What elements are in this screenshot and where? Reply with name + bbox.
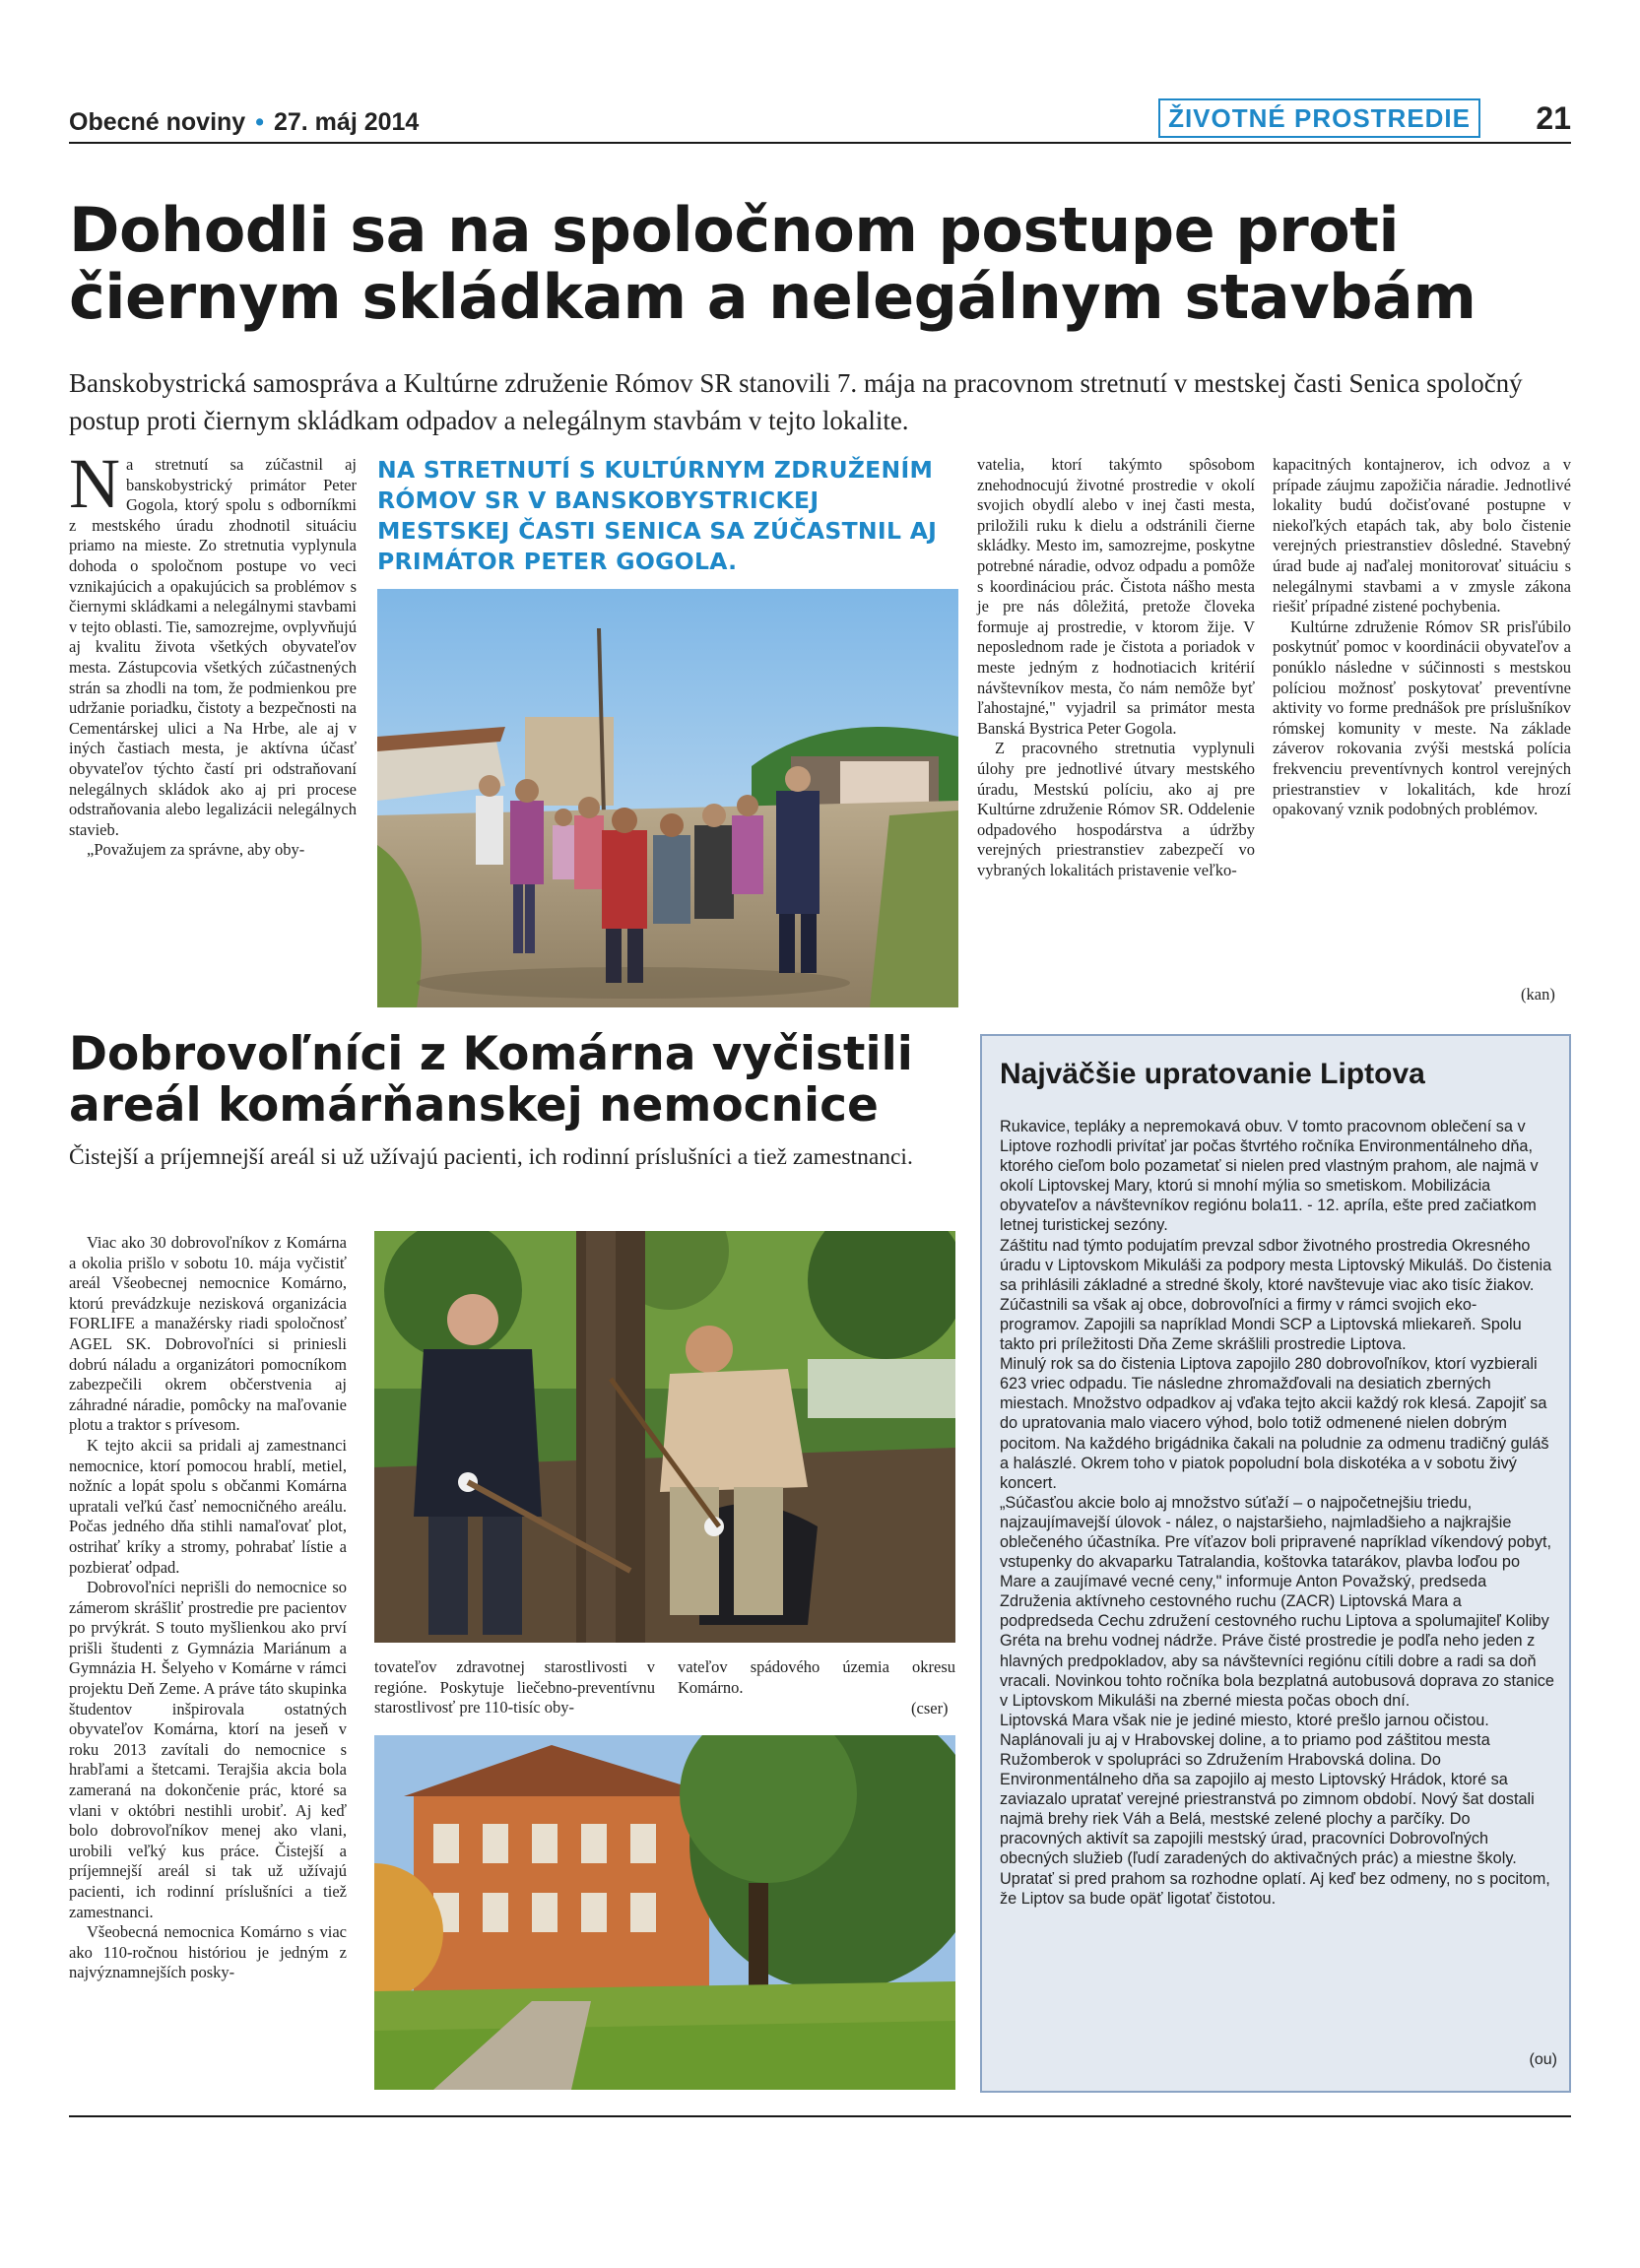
sidebar-paragraph: Upratať si pred prahom sa rozhodne oplatí. Aj keď bez odmeny, no s pocitom, že Liptov sa bude opäť ligotať čistotou.: [1000, 1869, 1550, 1908]
publication-name: Obecné noviny: [69, 108, 246, 136]
article1-paragraph: „Považujem za správne, aby oby-: [87, 840, 305, 860]
sidebar-paragraph: „Súčasťou akcie bolo aj množstvo súťaží – o najpočetnejšiu triedu, najzaujímavejší úlovok - nález, o najstaršieho, najmladšieho a najkrajšie oblečeného účastníka. Pre víťazov boli pripravené napríklad víkendový pobyt, vstupenky do akvaparku Tatralandia, koštovka tatarákov, plavba loďou po Mare a zaujímavé vecné ceny," informuje Anton Považský, predseda Združenia aktívneho cestovného ruchu (ZACR) Liptovská Mara a podpredseda Cechu združení cestovného ruchu Liptova a spolumajiteľ Koliby Gréta na brehu vodnej nádrže. Práve čisté prostredie je podľa neho jeden z hlavných predpokladov, aby sa návštevníci regiónu cítili dobre a radi sa doň vracali. Novinkou tohto ročníka bola bezplatná autobusová doprava zo stanice v Liptovskom Mikuláši na zberné miesta počas oboch dní.: [1000, 1493, 1554, 1710]
article2-paragraph: tovateľov zdravotnej starostlivosti v regióne. Poskytuje liečebno-preventívnu starostlivosť pre 110-tisíc oby-: [374, 1657, 655, 1717]
article2-paragraph: vateľov spádového územia okresu Komárno.: [678, 1657, 955, 1697]
issue-date: 27. máj 2014: [273, 108, 420, 136]
article1-paragraph: Na stretnutí sa zúčastnil aj banskobystrický primátor Peter Gogola, ktorý spolu s odborníkmi z mestského úradu zhodnotil situáciu priamo na mieste. Zo stretnutia vyplynula dohoda o spoločnom postupe vo veci vznikajúcich a opakujúcich sa problémov s čiernymi skládkami a nelegálnymi stavbami v tejto oblasti. Tie, samozrejme, ovplyvňujú aj kvalitu života všetkých obyvateľov mesta. Zástupcovia všetkých zúčastnených strán sa zhodli na tom, že podmienkou pre udržanie poriadku, čistoty a bezpečnosti na Cementárskej ulici a Na Hrbe, ale aj v iných častiach mesta, je aktívna účasť obyvateľov týchto častí pri odstraňovaní nelegálnych skládok ako aj pri procese odstraňovania alebo legalizácii nelegálnych stavieb.: [69, 444, 357, 839]
sidebar-paragraph: Liptovská Mara však nie je jediné miesto, ktoré prešlo jarnou očistou. Naplánovali ju aj v Hrabovskej doline, a to priamo pod záštitou mesta Ružomberok v spolupráci so Združením Hrabovská dolina. Do Environmentálneho dňa sa zapojilo aj mesto Liptovský Hrádok, ktoré sa zaviazalo upratať verejné priestranstvá po zimnom období. Nový šat dostali najmä brehy riek Váh a Belá, mestské zelené plochy a parčíky. Do pracovných aktivít sa zapojili mestský úrad, pracovníci Dobrovoľných obecných služieb (ľudí zaradených do aktivačných prác) a miestne školy.: [1000, 1711, 1535, 1868]
sidebar-box: [980, 1034, 1571, 2093]
article1-column-4: [1273, 455, 1571, 820]
drop-cap: N: [69, 444, 120, 523]
article1-signature: (kan): [1521, 985, 1555, 1004]
sidebar-paragraph: Záštitu nad týmto podujatím prevzal sdbor životného prostredia Okresného úradu v Liptovskom Mikuláši za podpory mesta Liptovský Mikuláš. Do čistenia sa prihlásili základné a stredné školy, ktoré navštevuje viac ako tisíc žiakov. Zúčastnili sa však aj obce, dobrovoľníci a firmy v rámci svojich eko-programov. Zapojili sa napríklad Mondi SCP a Liptovská mliekareň. Spolu takto pri príležitosti Dňa Zeme skrášlili prostredie Liptova.: [1000, 1236, 1552, 1354]
article2-signature: (cser): [911, 1699, 949, 1717]
article2-headline: Dobrovoľníci z Komárna vyčistili areál komárňanskej nemocnice: [69, 1027, 913, 1133]
article2-column-1: [69, 1233, 347, 1983]
sidebar-body: [1000, 1117, 1556, 1909]
article1-paragraph: Z pracovného stretnutia vyplynuli úlohy pre jednotlivé útvary mestského úradu, Mestskú políciu, ako aj pre Kultúrne združenie Rómov SR. Oddelenie odpadového hospodárstva a údržby verejných priestranstiev zabezpečí vo vybraných lokalitách pristavenie veľko-: [977, 739, 1255, 879]
article2-photo-hospital: [374, 1735, 955, 2090]
article2-paragraph: Všeobecná nemocnica Komárno s viac ako 110-ročnou históriou je jedným z najvýznamnejších posky-: [69, 1922, 347, 1982]
page-header: [69, 98, 1571, 144]
article1-paragraph: vatelia, ktorí takýmto spôsobom znehodnocujú životné prostredie v okolí svojich obydlí alebo v inej časti mesta, priložili ruku k dielu a odstránili čierne skládky. Mesto im, samozrejme, poskytne potrebné náradie, odvoz odpadu a pomôže s koordináciou prác. Čistota nášho mesta je pre nás dôležitá, pretože človeka formuje aj prostredie, v ktorom žije. V neposlednom rade je čistota a poriadok v meste jedným z hodnotiacich kritérií návštevníkov mesta, čo nám nemôže byť ľahostajné," vyjadril sa primátor mesta Banská Bystrica Peter Gogola.: [977, 455, 1255, 738]
sidebar-title: Najväčšie upratovanie Liptova: [1000, 1058, 1425, 1090]
article2-photo-volunteers: [374, 1231, 955, 1643]
article2-column-3: [678, 1657, 955, 1698]
article1-column-3: [977, 455, 1255, 880]
section-label: ŽIVOTNÉ PROSTREDIE: [1158, 98, 1480, 138]
article2-column-2: [374, 1657, 655, 1718]
separator-dot: •: [255, 108, 264, 136]
article1-paragraph: kapacitných kontajnerov, ich odvoz a v prípade záujmu zapožičia náradie. Jednotlivé lokality budú dočisťované postupne v niekoľkých etapách tak, aby bolo čistenie verejných priestranstiev dôsledné. Stavebný úrad bude aj naďalej monitorovať situáciu s nelegálnymi stavbami a v zmysle zákona riešiť prípadné zistené pochybenia.: [1273, 455, 1571, 616]
publication-dateline: [69, 108, 419, 137]
article2-paragraph: Dobrovoľníci neprišli do nemocnice so zámerom skrášliť prostredie pre pacientov po prvýkrát. S touto myšlienkou ako prví prišli študenti z Gymnázia Mariánum a Gymnázia H. Šelyeho v Komárne v rámci projektu Deň Zeme. A práve táto skupinka študentov inšpirovala ostatných obyvateľov Komárna, ktorí na jeseň v roku 2013 zavítali do nemocnice s hrabľami a štetcami. Terajšia akcia bola zameraná na dokončenie prác, ktoré sa vlani v októbri nestihli urobiť. Aj keď bolo dobrovoľníkov menej ako vlani, urobili veľký kus práce. Čistejší a príjemnejší areál si tak už užívajú pacienti, ich rodinní príslušníci a tiež zamestnanci.: [69, 1578, 347, 1921]
sidebar-paragraph: Rukavice, tepláky a nepremokavá obuv. V tomto pracovnom oblečení sa v Liptove rozhodli privítať jar počas štvrtého ročníka Environmentálneho dňa, ktorého cieľom bolo pozametať si nielen pred vlastným prahom, ale najmä v okolí Liptovskej Mary, ktorú si mnohí mýlia so smetiskom. Mobilizácia obyvateľov a návštevníkov regiónu bola11. - 12. apríla, ešte pred začiatkom letnej turistickej sezóny.: [1000, 1118, 1539, 1235]
article2-lead: Čistejší a príjemnejší areál si už užívajú pacienti, ich rodinní príslušníci a tiež zamestnanci.: [69, 1144, 913, 1170]
article2-paragraph: K tejto akcii sa pridali aj zamestnanci nemocnice, ktorí pomocou hrablí, metiel, nožníc a lopát spolu s občanmi Komárna upratali veľkú časť nemocničného areálu. Počas jedného dňa stihli namaľovať plot, ostrihať kríky a stromy, pohrabať lístie a pozbierať odpad.: [69, 1435, 347, 1577]
sidebar-signature: (ou): [1529, 2051, 1557, 2068]
article2-paragraph: Viac ako 30 dobrovoľníkov z Komárna a okolia prišlo v sobotu 10. mája vyčistiť areál Všeobecnej nemocnice Komárno, ktorú prevádzkuje nezisková organizácia FORLIFE a manažérsky riadi spoločnosť AGEL SK. Dobrovoľníci si priniesli dobrú náladu a organizátori pomocníkom zabezpečili okrem občerstvenia aj záhradné náradie, pomôcky na maľovanie plotu a traktor s prívesom.: [69, 1233, 347, 1435]
article1-photo-meeting: [377, 589, 958, 1007]
sidebar-paragraph: Minulý rok sa do čistenia Liptova zapojilo 280 dobrovoľníkov, ktorí vyzbierali 623 vriec odpadu. Tie následne zhromažďovali na desiatich zberných miestach. Množstvo odpadkov aj vďaka tejto akcii každý rok klesá. Zapojiť sa do upratovania malo viacero výhod, bolo totiž odmenené nielen dobrým pocitom. Na každého brigádnika čakali na poludnie za odmenu tradičný guláš a halászlé. Okrem toho v piatok popoludní bola diskotéka a v sobotu živý koncert.: [1000, 1355, 1549, 1492]
page-number: 21: [1536, 100, 1571, 136]
article1-paragraph: Kultúrne združenie Rómov SR prisľúbilo poskytnúť pomoc v koordinácii obyvateľov a ponúklo následne v súčinnosti s mestskou políciou možnosť poskytovať preventívne aktivity vo forme prednášok pre príslušníkov rómskej komunity v meste. Na základe záverov rokovania zvýši mestská polícia frekvenciu preventívnych kontrol verejných priestranstiev v lokalitách, kde hrozí opakovaný vznik podobných problémov.: [1273, 616, 1571, 819]
article1-headline: Dohodli sa na spoločnom postupe proti čiernym skládkam a nelegálnym stavbám: [69, 194, 1476, 333]
article1-column-1: [69, 444, 357, 861]
bottom-divider: [69, 2115, 1571, 2117]
article1-pullquote: NA STRETNUTÍ S KULTÚRNYM ZDRUŽENÍM RÓMOV SR V BANSKOBYSTRICKEJ MESTSKEJ ČASTI SENICA SA ZÚČASTNIL AJ PRIMÁTOR PETER GOGOLA.: [377, 456, 938, 575]
article1-lead: Banskobystrická samospráva a Kultúrne združenie Rómov SR stanovili 7. mája na pracovnom stretnutí v mestskej časti Senica spoločný postup proti čiernym skládkam odpadov a nelegálnym stavbám v tejto lokalite.: [69, 368, 1523, 435]
